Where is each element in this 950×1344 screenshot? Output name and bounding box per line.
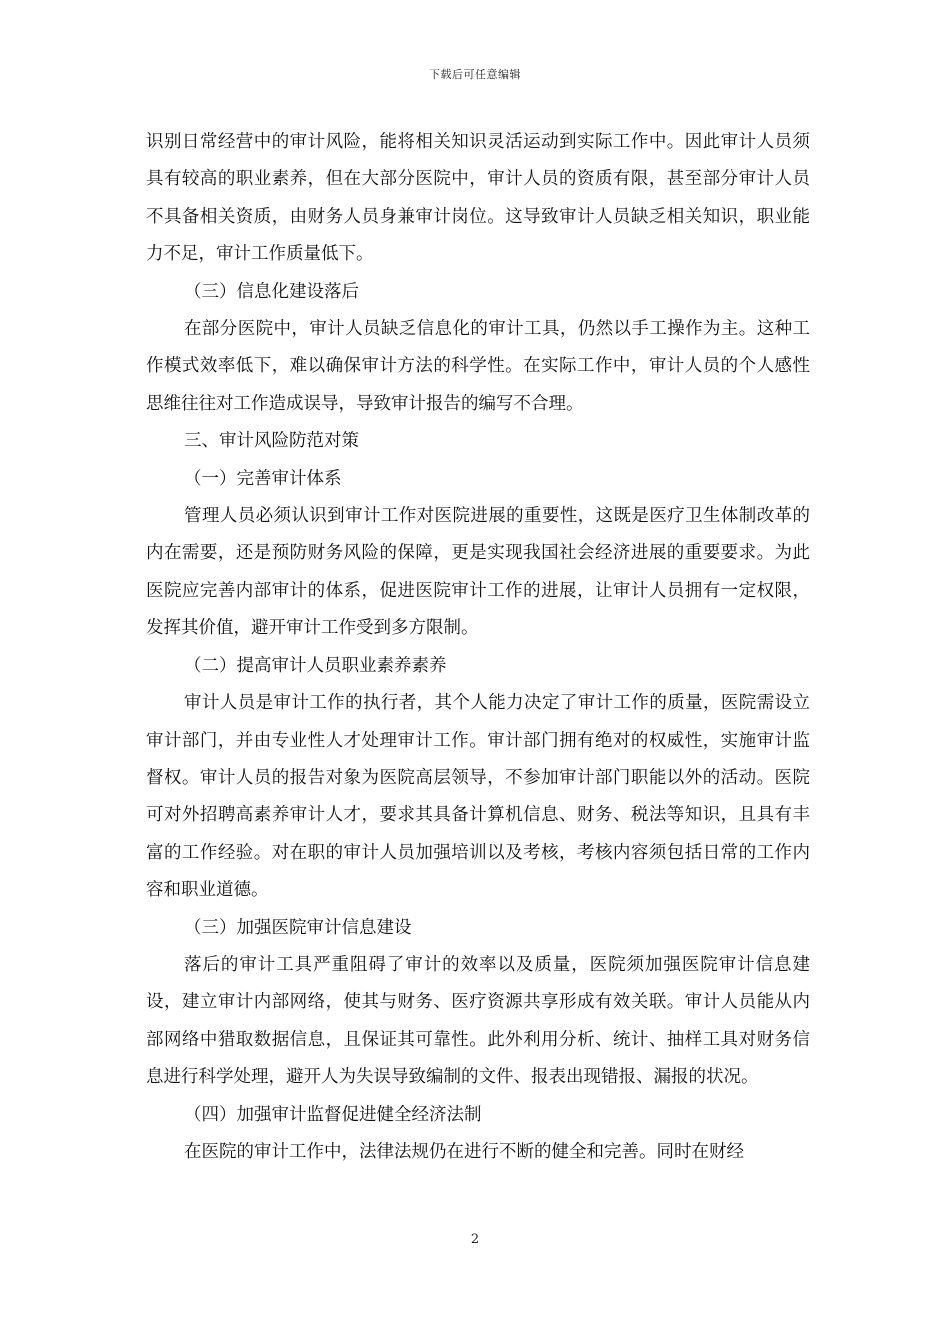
paragraph: 审计人员是审计工作的执行者，其个人能力决定了审计工作的质量，医院需设立审计部门，并由专业性人才处理审计工作。审计部门拥有绝对的权威性，实施审计监督权。审计人员的报告对象为医院高层领导，不参加审计部门职能以外的活动。医院可对外招聘高素养审计人才，要求其具备计算机信息、财务、税法等知识，且具有丰富的工作经验。对在职的审计人员加强培训以及考核，考核内容须包括日常的工作内容和职业道德。: [146, 693, 810, 901]
section-heading: （四）加强审计监督促进健全经济法制: [184, 1104, 482, 1125]
paragraph: 在医院的审计工作中，法律法规仍在进行不断的健全和完善。同时在财经: [184, 1141, 744, 1162]
page-header: 下载后可任意编辑: [429, 68, 521, 81]
page-number: 2: [470, 1232, 480, 1247]
chapter-heading: 三、审计风险防范对策: [184, 431, 359, 452]
section-heading: （三）信息化建设落后: [184, 281, 359, 302]
section-heading: （一）完善审计体系: [184, 468, 342, 489]
paragraph: 在部分医院中，审计人员缺乏信息化的审计工具，仍然以手工操作为主。这种工作模式效率低下，难以确保审计方法的科学性。在实际工作中，审计人员的个人感性思维往往对工作造成误导，导致审计报告的编写不合理。: [146, 319, 810, 414]
document-body: [146, 124, 810, 1171]
paragraph: 落后的审计工具严重阻碍了审计的效率以及质量，医院须加强医院审计信息建设，建立审计内部网络，使其与财务、医疗资源共享形成有效关联。审计人员能从内部网络中猎取数据信息，且保证其可靠性。此外利用分析、统计、抽样工具对财务信息进行科学处理，避开人为失误导致编制的文件、报表出现错报、漏报的状况。: [146, 954, 810, 1088]
section-heading: （二）提高审计人员职业素养素养: [184, 655, 447, 676]
section-heading: （三）加强医院审计信息建设: [184, 917, 412, 938]
paragraph: 识别日常经营中的审计风险，能将相关知识灵活运动到实际工作中。因此审计人员须具有较高的职业素养，但在大部分医院中，审计人员的资质有限，甚至部分审计人员不具备相关资质，由财务人员身兼审计岗位。这导致审计人员缺乏相关知识，职业能力不足，审计工作质量低下。: [146, 132, 810, 265]
paragraph: 管理人员必须认识到审计工作对医院进展的重要性，这既是医疗卫生体制改革的内在需要，还是预防财务风险的保障，更是实现我国社会经济进展的重要要求。为此医院应完善内部审计的体系，促进医院审计工作的进展，让审计人员拥有一定权限，发挥其价值，避开审计工作受到多方限制。: [146, 506, 810, 639]
